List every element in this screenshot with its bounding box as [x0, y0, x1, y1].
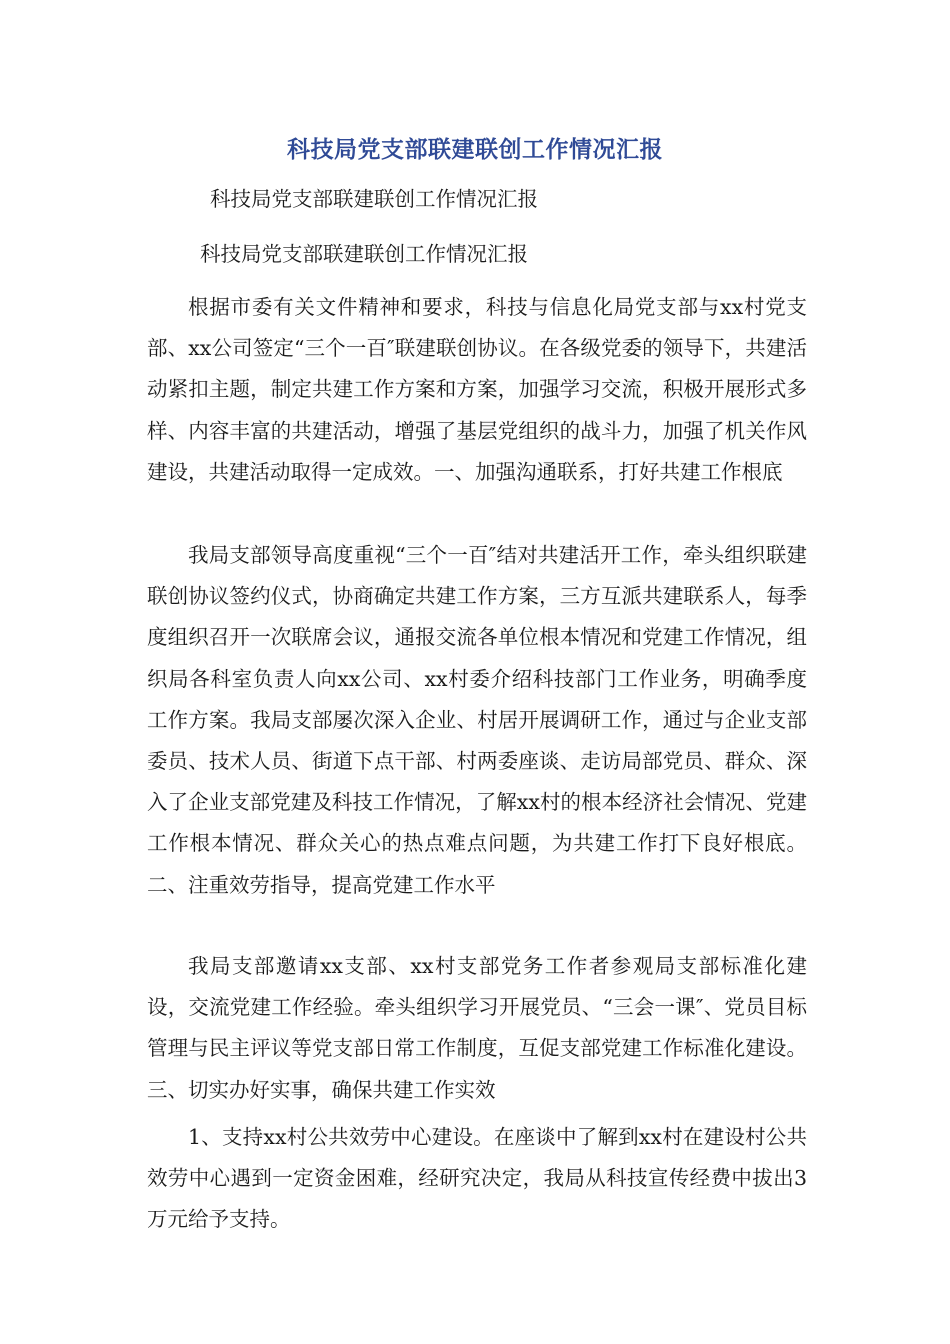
body-paragraph-intro: 根据市委有关文件精神和要求，科技与信息化局党支部与xx村党支部、xx公司签定“三个一百″联建联创协议。在各级党委的领导下，共建活动紧扣主题，制定共建工作方案和方案，加强学习交流，积极开展形式多样、内容丰富的共建活动，增强了基层党组织的战斗力，加强了机关作风建设，共建活动取得一定成效。一、加强沟通联系，打好共建工作根底 — [147, 295, 807, 484]
body-paragraph-service-guidance: 我局支部邀请xx支部、xx村支部党务工作者参观局支部标准化建设，交流党建工作经验。牵头组织学习开展党员、“三会一课″、党员目标管理与民主评议等党支部日常工作制度，互促支部党建工作标准化建设。三、切实办好实事，确保共建工作实效 — [147, 954, 807, 1102]
body-paragraph-support: 1、支持xx村公共效劳中心建设。在座谈中了解到xx村在建设村公共效劳中心遇到一定资金困难，经研究决定，我局从科技宣传经费中拔出3万元给予支持。 — [147, 1125, 807, 1232]
document-subtitle: 科技局党支部联建联创工作情况汇报 — [210, 187, 538, 211]
document-subtitle-repeat: 科技局党支部联建联创工作情况汇报 — [200, 242, 528, 266]
document-title: 科技局党支部联建联创工作情况汇报 — [287, 137, 663, 163]
body-paragraph-communication: 我局支部领导高度重视“三个一百″结对共建活开工作，牵头组织联建联创协议签约仪式，协商确定共建工作方案，三方互派共建联系人，每季度组织召开一次联席会议，通报交流各单位根本情况和党建工作情况，组织局各科室负责人向xx公司、xx村委介绍科技部门工作业务，明确季度工作方案。我局支部屡次深入企业、村居开展调研工作，通过与企业支部委员、技术人员、街道下点干部、村两委座谈、走访局部党员、群众、深入了企业支部党建及科技工作情况，了解xx村的根本经济社会情况、党建工作根本情况、群众关心的热点难点问题，为共建工作打下良好根底。二、注重效劳指导，提高党建工作水平 — [147, 543, 807, 897]
